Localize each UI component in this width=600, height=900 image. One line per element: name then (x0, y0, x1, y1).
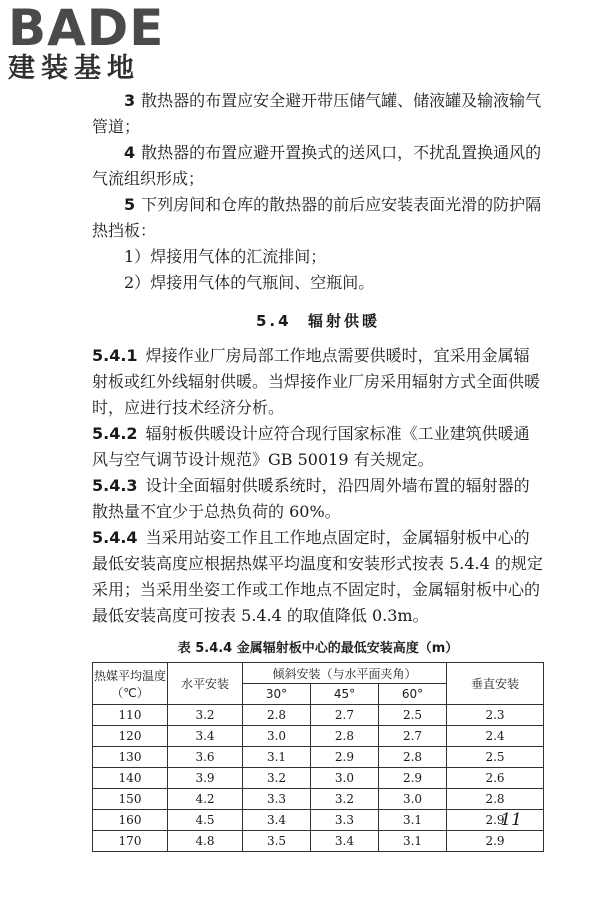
clause: 5.4.4 当采用站姿工作且工作地点固定时，金属辐射板中心的最低安装高度应根据热媒平均温度和安装形式按表 5.4.4 的规定采用；当采用坐姿工作或工作地点不固定时，金属辐射板中心的最低安装高度可按表 5.4.4 的取值降低 0.3m。 (92, 528, 543, 625)
list-item: 3 散热器的布置应安全避开带压储气罐、储液罐及输液输气管道； (92, 91, 542, 136)
clause: 5.4.2 辐射板供暖设计应符合现行国家标准《工业建筑供暖通风与空气调节设计规范》GB 50019 有关规定。 (92, 424, 530, 469)
table-row: 130 3.6 3.1 2.9 2.8 2.5 (93, 747, 544, 768)
header-horizontal: 水平安装 (168, 663, 243, 705)
table-caption: 表 5.4.4 金属辐射板中心的最低安装高度（m） (177, 641, 459, 656)
install-height-table (92, 662, 544, 852)
clause: 5.4.3 设计全面辐射供暖系统时，沿四周外墙布置的辐射器的散热量不宜少于总热负荷的 60%。 (92, 476, 530, 521)
table-row: 170 4.8 3.5 3.4 3.1 2.9 (93, 831, 544, 852)
document-body (92, 88, 544, 852)
header-angle-30: 30° (243, 684, 311, 705)
logo-subtitle: 建装基地 (8, 53, 140, 84)
header-angle-60: 60° (378, 684, 446, 705)
clause: 5.4.1 焊接作业厂房局部工作地点需要供暖时，宜采用金属辐射板或红外线辐射供暖。当焊接作业厂房采用辐射方式全面供暖时，应进行技术经济分析。 (92, 346, 541, 417)
table-row: 160 4.5 3.4 3.3 3.1 2.9 (93, 810, 544, 831)
logo (8, 2, 178, 84)
header-temperature: 热媒平均温度（℃） (93, 663, 168, 705)
sub-list-item: 1）焊接用气体的汇流排间； (124, 247, 327, 266)
table-row: 140 3.9 3.2 3.0 2.9 2.6 (93, 768, 544, 789)
page-number: 11 (500, 810, 522, 830)
sub-list-item: 2）焊接用气体的气瓶间、空瓶间。 (124, 273, 375, 292)
list-item: 5 下列房间和仓库的散热器的前后应安装表面光滑的防护隔热挡板： (92, 195, 542, 240)
header-inclined: 倾斜安装（与水平面夹角） (243, 663, 447, 684)
logo-wordmark: BADE (8, 0, 165, 57)
table-row: 150 4.2 3.3 3.2 3.0 2.8 (93, 789, 544, 810)
table-row: 120 3.4 3.0 2.8 2.7 2.4 (93, 726, 544, 747)
section-heading: 5.4 辐射供暖 (255, 312, 381, 330)
list-item: 4 散热器的布置应避开置换式的送风口，不扰乱置换通风的气流组织形成； (92, 143, 542, 188)
table-row: 110 3.2 2.8 2.7 2.5 2.3 (93, 705, 544, 726)
header-vertical: 垂直安装 (447, 663, 544, 705)
header-angle-45: 45° (310, 684, 378, 705)
